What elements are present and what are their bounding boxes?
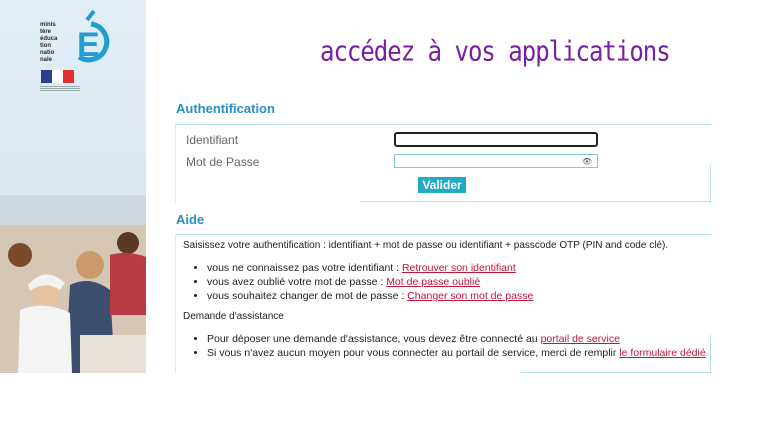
banner-title: accédez à vos applications bbox=[320, 35, 670, 68]
forgot-password-link[interactable]: Mot de passe oublié bbox=[386, 276, 481, 288]
republic-flag-icon bbox=[41, 70, 74, 83]
children-photo bbox=[0, 195, 146, 373]
list-item bbox=[207, 332, 706, 346]
help-item-text: vous souhaitez changer de mot de passe : bbox=[207, 290, 408, 302]
username-label: Identifiant bbox=[186, 133, 239, 147]
list-item bbox=[207, 275, 533, 289]
auth-section-title: Authentification bbox=[176, 101, 275, 116]
help-section-title: Aide bbox=[176, 212, 205, 227]
flag-caption bbox=[40, 85, 80, 91]
assistance-list bbox=[195, 332, 706, 360]
assistance-item-text: Pour déposer une demande d'assistance, vous devez être connecté au bbox=[207, 333, 541, 345]
side-panel bbox=[0, 0, 146, 373]
help-list bbox=[195, 261, 533, 303]
list-item bbox=[207, 261, 533, 275]
list-item bbox=[207, 346, 706, 360]
help-panel-border bbox=[520, 372, 710, 373]
dedicated-form-link[interactable]: le formulaire dédié bbox=[619, 347, 706, 359]
username-input[interactable] bbox=[394, 132, 598, 147]
password-label: Mot de Passe bbox=[186, 155, 260, 169]
change-password-link[interactable]: Changer son mot de passe bbox=[407, 290, 534, 302]
help-item-text: vous avez oublié votre mot de passe : bbox=[207, 276, 387, 288]
service-portal-link[interactable]: portail de service bbox=[540, 333, 620, 345]
svg-text:E: E bbox=[77, 26, 100, 64]
assistance-item-text: Si vous n'avez aucun moyen pour vous connecter au portail de service, merci de remplir bbox=[207, 347, 620, 359]
help-item-text: vous ne connaissez pas votre identifiant : bbox=[207, 262, 402, 274]
list-item bbox=[207, 289, 533, 303]
ministry-logo-text: minis tère éduca tion natio nale bbox=[40, 22, 58, 63]
ministry-logo-icon bbox=[67, 8, 113, 72]
help-intro: Saisissez votre authentification : identifiant + mot de passe ou identifiant + passcode OTP (PIN and code clé). bbox=[183, 240, 669, 251]
eye-icon[interactable]: 👁 bbox=[582, 157, 593, 166]
assistance-title: Demande d'assistance bbox=[183, 311, 284, 322]
recover-id-link[interactable]: Retrouver son identifiant bbox=[401, 262, 516, 274]
auth-panel-border bbox=[360, 201, 710, 202]
submit-button[interactable]: Valider bbox=[418, 177, 466, 193]
password-input[interactable] bbox=[394, 154, 598, 168]
